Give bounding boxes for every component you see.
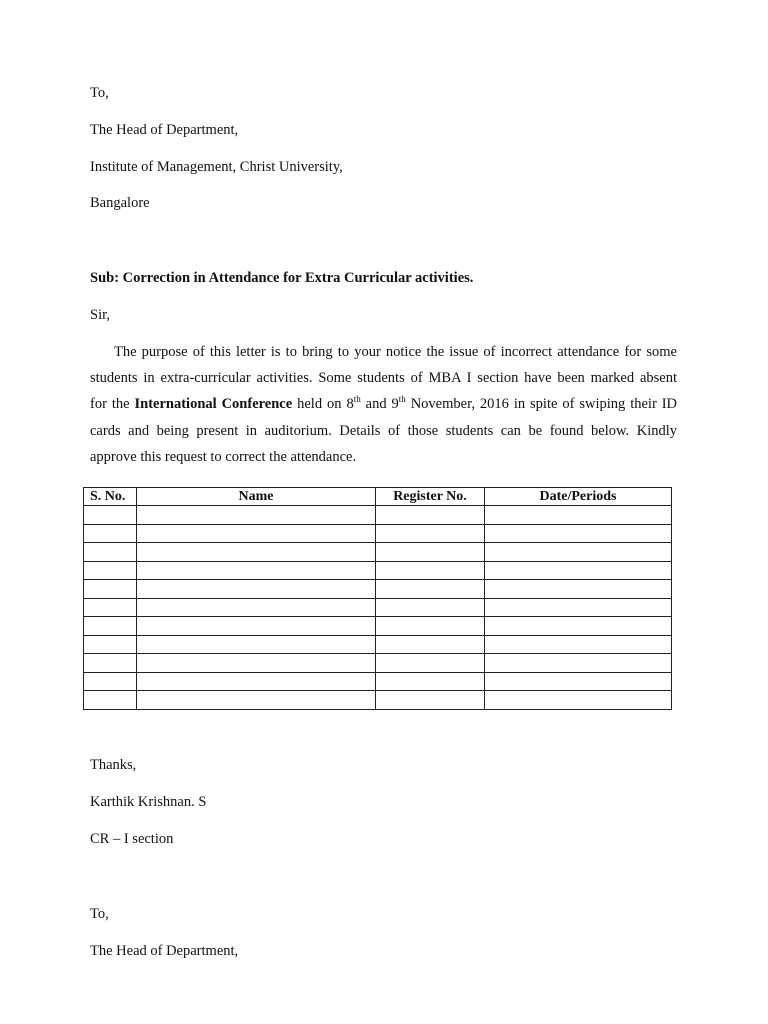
header-name: Name (137, 488, 376, 506)
body-paragraph (90, 339, 677, 470)
addressee-2: The Head of Department, (90, 943, 239, 959)
table-cell (84, 617, 137, 636)
attendance-table (83, 487, 672, 710)
body-line-4: cards and being present in auditorium. Details of those students can be found below. Kindly (90, 422, 677, 439)
closing: Thanks, (90, 757, 137, 773)
header-register-no: Register No. (376, 488, 485, 506)
table-cell (137, 598, 376, 617)
table-cell (84, 580, 137, 599)
body-line-1: The purpose of this letter is to bring to your notice the issue of incorrect attendance for some (114, 344, 677, 360)
body-line-3 (90, 391, 677, 417)
body-line-5: approve this request to correct the attendance. (90, 448, 357, 465)
table-row (84, 598, 672, 617)
table-cell (485, 524, 672, 543)
table-cell (376, 580, 485, 599)
table-cell (485, 654, 672, 673)
table-cell (137, 524, 376, 543)
table-cell (137, 654, 376, 673)
signatory-name: Karthik Krishnan. S (90, 794, 207, 810)
signatory-role: CR – I section (90, 831, 174, 847)
table-cell (84, 506, 137, 525)
table-row (84, 654, 672, 673)
table-cell (376, 654, 485, 673)
table-cell (376, 672, 485, 691)
table-cell (84, 524, 137, 543)
table-row (84, 672, 672, 691)
table-row (84, 524, 672, 543)
salutation-to-2: To, (90, 906, 109, 922)
table-cell (376, 598, 485, 617)
table-row (84, 543, 672, 562)
ordinal-sup-2: th (398, 394, 406, 405)
table-row (84, 580, 672, 599)
table-row (84, 561, 672, 580)
body-line-3-mid2: and 9 (360, 396, 399, 413)
table-cell (137, 561, 376, 580)
header-date-periods: Date/Periods (485, 488, 672, 506)
table-body (84, 506, 672, 710)
ordinal-sup-1: th (353, 394, 361, 405)
greeting: Sir, (90, 307, 110, 323)
table-cell (376, 691, 485, 710)
body-line-3-pre: for the (90, 396, 135, 413)
table-cell (137, 543, 376, 562)
table-cell (137, 580, 376, 599)
table-cell (137, 672, 376, 691)
table-cell (376, 543, 485, 562)
table-cell (84, 635, 137, 654)
body-line-3-mid1: held on 8 (292, 396, 354, 413)
table-cell (84, 654, 137, 673)
table-cell (376, 561, 485, 580)
table-cell (485, 543, 672, 562)
city-line: Bangalore (90, 195, 150, 211)
table-cell (376, 506, 485, 525)
table-cell (485, 617, 672, 636)
table-row (84, 506, 672, 525)
table-cell (376, 524, 485, 543)
table-cell (84, 561, 137, 580)
body-line-3-post: November, 2016 in spite of swiping their ID (405, 396, 677, 413)
table-cell (137, 506, 376, 525)
table-cell (137, 635, 376, 654)
institute-line: Institute of Management, Christ University, (90, 159, 343, 175)
table-cell (485, 506, 672, 525)
table-cell (485, 561, 672, 580)
table-cell (84, 543, 137, 562)
table-cell (485, 672, 672, 691)
body-line-2: students in extra-curricular activities. Some students of MBA I section have been marked absent (90, 370, 677, 387)
table-row (84, 691, 672, 710)
table-cell (376, 635, 485, 654)
table-cell (485, 635, 672, 654)
subject-line: Sub: Correction in Attendance for Extra Curricular activities. (90, 270, 474, 286)
header-sno: S. No. (84, 488, 137, 506)
table-row (84, 617, 672, 636)
table-cell (84, 672, 137, 691)
table-cell (376, 617, 485, 636)
salutation-to: To, (90, 85, 109, 101)
table-header-row (84, 488, 672, 506)
table-cell (485, 691, 672, 710)
table-cell (84, 691, 137, 710)
conference-name: International Conference (134, 396, 293, 413)
table-cell (485, 580, 672, 599)
table-row (84, 635, 672, 654)
table-cell (137, 617, 376, 636)
table-cell (485, 598, 672, 617)
addressee: The Head of Department, (90, 122, 239, 138)
table-cell (137, 691, 376, 710)
table-cell (84, 598, 137, 617)
